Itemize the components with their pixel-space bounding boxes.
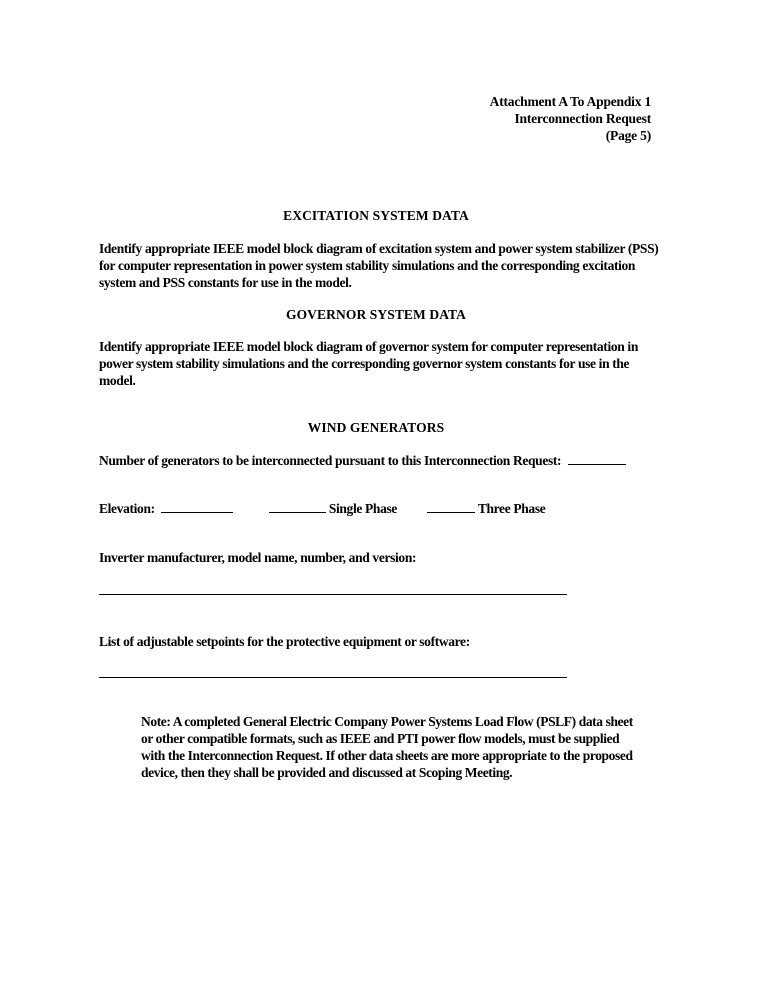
excitation-title: EXCITATION SYSTEM DATA: [283, 208, 469, 223]
inverter-label: Inverter manufacturer, model name, number, and version:: [99, 550, 417, 565]
setpoints-label: List of adjustable setpoints for the protective equipment or software:: [99, 634, 470, 649]
note-paragraph: Note: A completed General Electric Company Power Systems Load Flow (PSLF) data sheet or other compatible formats, such as IEEE and PTI power flow models, must be supplied with the Interconnection Request. If other data sheets are more appropriate to the proposed device, then they shall be provided and discussed at Scoping Meeting.: [141, 714, 633, 780]
single-phase-field[interactable]: [269, 500, 326, 513]
num-generators-field[interactable]: [568, 452, 626, 465]
page-header: [490, 93, 651, 144]
header-page-number: (Page 5): [605, 128, 651, 143]
elevation-row: [99, 500, 545, 517]
wind-title: WIND GENERATORS: [307, 420, 445, 435]
header-request: Interconnection Request: [514, 111, 651, 126]
elevation-label: Elevation:: [99, 501, 155, 516]
governor-title: GOVERNOR SYSTEM DATA: [285, 307, 467, 322]
header-attachment: Attachment A To Appendix 1: [489, 94, 651, 109]
setpoints-answer-line[interactable]: [99, 677, 567, 678]
elevation-field[interactable]: [161, 500, 233, 513]
governor-body: Identify appropriate IEEE model block diagram of governor system for computer representation in power system stability simulations and the corresponding governor system constants for use in the model.: [99, 339, 638, 388]
num-generators-row: [99, 452, 626, 469]
excitation-body: Identify appropriate IEEE model block diagram of excitation system and power system stabilizer (PSS) for computer representation in power system stability simulations and the corresponding excitation system and PSS constants for use in the model.: [99, 241, 659, 290]
three-phase-field[interactable]: [427, 500, 475, 513]
single-phase-label: Single Phase: [328, 501, 398, 516]
inverter-answer-line[interactable]: [99, 594, 567, 595]
num-generators-label: Number of generators to be interconnected pursuant to this Interconnection Request:: [99, 453, 562, 468]
three-phase-label: Three Phase: [477, 501, 546, 516]
